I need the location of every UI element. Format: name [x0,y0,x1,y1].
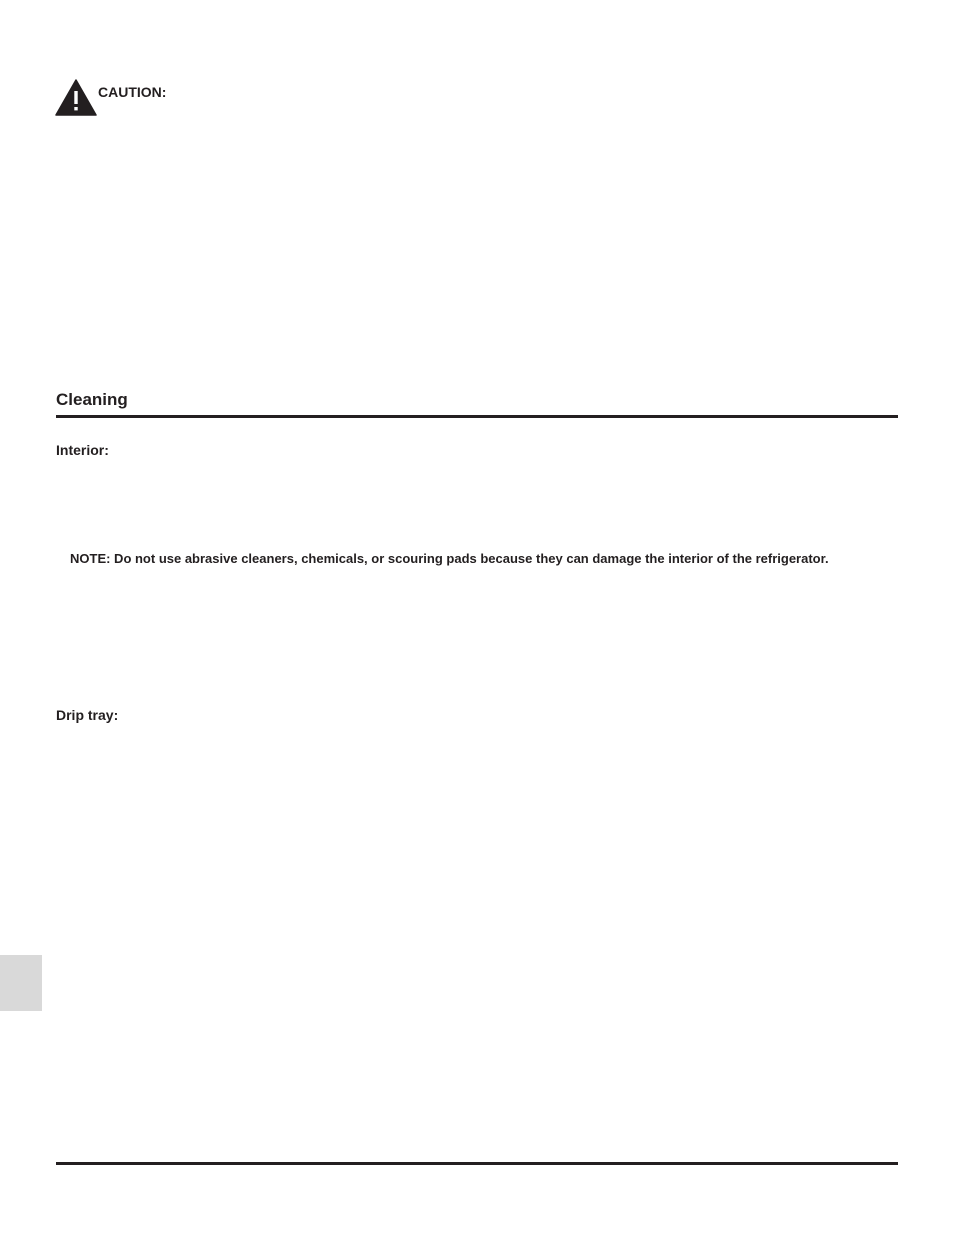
subheading-interior: Interior: [56,442,109,458]
footer-divider [56,1162,898,1165]
side-tab-marker [0,955,42,1011]
subheading-drip-tray: Drip tray: [56,707,119,723]
caution-label: CAUTION: [98,84,167,100]
section-divider [56,415,898,418]
warning-triangle-icon [55,79,97,116]
note-text: NOTE: Do not use abrasive cleaners, chemicals, or scouring pads because they can damage the interior of the refrigerator. [70,551,829,566]
section-heading-cleaning: Cleaning [56,390,128,409]
